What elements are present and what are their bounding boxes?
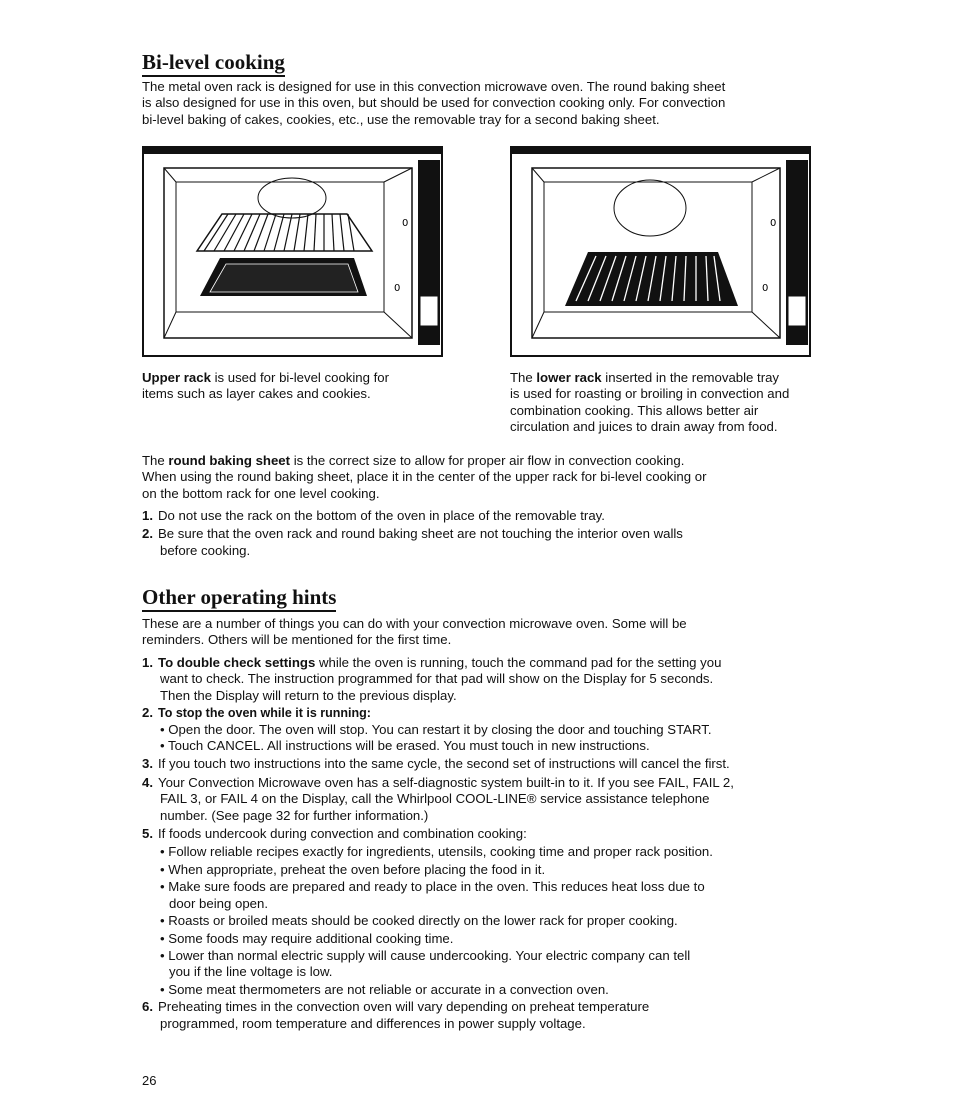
bullet-item: • Some foods may require additional cooking time. (160, 930, 454, 946)
lower-rack-illustration (510, 146, 812, 358)
svg-text:0: 0 (762, 283, 769, 294)
round-baking-sheet-paragraph: The round baking sheet is the correct size to allow for proper air flow in convection cooking. When using the round baking sheet, place it in the center of the upper rack for bi-level cooking or on the bottom rack for one level cooking. (142, 453, 707, 501)
list-item: 5. If foods undercook during convection and combination cooking: (142, 826, 527, 842)
bullet-item: • Follow reliable recipes exactly for ingredients, utensils, cooking time and proper rack position. (160, 844, 713, 860)
list-item: 6. Preheating times in the convection oven will vary depending on preheat temperature (142, 999, 650, 1015)
lower-rack-caption: The lower rack inserted in the removable tray is used for roasting or broiling in convection and combination cooking. This allows better air circulation and juices to drain away from food. (510, 370, 790, 435)
bi-level-intro: The metal oven rack is designed for use in this convection microwave oven. The round baking sheet is also designed for use in this oven, but should be used for convection cooking only. For convection bi-level baking of cakes, cookies, etc., use the removable tray for a second baking sheet. (142, 79, 726, 127)
list-item: 3. If you touch two instructions into the same cycle, the second set of instructions will cancel the first. (142, 756, 730, 772)
list-item: 2. Be sure that the oven rack and round baking sheet are not touching the interior oven walls (142, 526, 683, 542)
svg-text:0: 0 (394, 283, 401, 294)
bullet-item: • Some meat thermometers are not reliable or accurate in a convection oven. (160, 981, 609, 997)
list-item: 2. To stop the oven while it is running: (142, 705, 371, 721)
hints-list: 1. To double check settings while the oven is running, touch the command pad for the setting you want to check. The instruction programmed for that pad will show on the Display for 5 seconds. Then the Display will return to the previous display. 2. To stop the oven while it is running: • Open the door. The oven will stop. You can restart it by closing the door and touching START. • Touch CANCEL. All instructions will be erased. You must touch in new instructions. 3. If you touch two instructions into the same cycle, the second set of instructions will cancel the first. 4. Your Convection Microwave oven has a self-diagnostic system built-in to it. If you see FAIL, FAIL 2, FAIL 3, or FAIL 4 on the Display, call the Whirlpool COOL-LINE® service assistance telephone number. (See page 32 for further information.) 5. If foods undercook during convection and combination cooking: • Follow reliable recipes exactly for ingredients, utensils, cooking time and proper rack position. • When appropriate, preheat the oven before placing the food in it. • Make sure foods are prepared and ready to place in the oven. This reduces heat loss due to door being open. • Roasts or broiled meats should be cooked directly on the lower rack for proper cooking. • Some foods may require additional cooking time. • Lower than normal electric supply will cause undercooking. Your electric company can tell you if the line voltage is low. • Some meat thermometers are not reliable or accurate in a convection oven. 6. Preheating times in the convection oven will vary depending on preheat temperature programmed, room temperature and differences in power supply voltage. (142, 655, 734, 1031)
section-title-other-operating-hints: Other operating hints (142, 585, 336, 612)
upper-rack-caption: Upper rack is used for bi-level cooking for items such as layer cakes and cookies. (142, 370, 390, 402)
list-item: 1. To double check settings while the oven is running, touch the command pad for the setting you (142, 655, 722, 670)
bullet-item: • Lower than normal electric supply will cause undercooking. Your electric company can tell (160, 947, 691, 963)
list-item: 4. Your Convection Microwave oven has a self-diagnostic system built-in to it. If you see FAIL, FAIL 2, (142, 774, 734, 790)
page-number: 26 (142, 1073, 157, 1088)
hints-intro: These are a number of things you can do with your convection microwave oven. Some will be reminders. Others will be mentioned for the first time. (142, 616, 687, 648)
bi-level-list: 1. Do not use the rack on the bottom of the oven in place of the removable tray. 2. Be sure that the oven rack and round baking sheet are not touching the interior oven walls before cooking. (142, 508, 683, 558)
bullet-item: • Roasts or broiled meats should be cooked directly on the lower rack for proper cooking. (160, 913, 678, 929)
section-title-bi-level-cooking: Bi-level cooking (142, 50, 285, 77)
list-item: 1. Do not use the rack on the bottom of the oven in place of the removable tray. (142, 508, 605, 523)
bullet-item: • Open the door. The oven will stop. You can restart it by closing the door and touching START. (160, 721, 712, 737)
bullet-item: • Make sure foods are prepared and ready to place in the oven. This reduces heat loss due to (160, 879, 705, 895)
upper-rack-illustration (142, 146, 444, 358)
bullet-item: • When appropriate, preheat the oven before placing the food in it. (160, 861, 546, 877)
svg-text:0: 0 (402, 218, 409, 229)
svg-text:0: 0 (770, 218, 777, 229)
bullet-item: • Touch CANCEL. All instructions will be erased. You must touch in new instructions. (160, 738, 650, 754)
